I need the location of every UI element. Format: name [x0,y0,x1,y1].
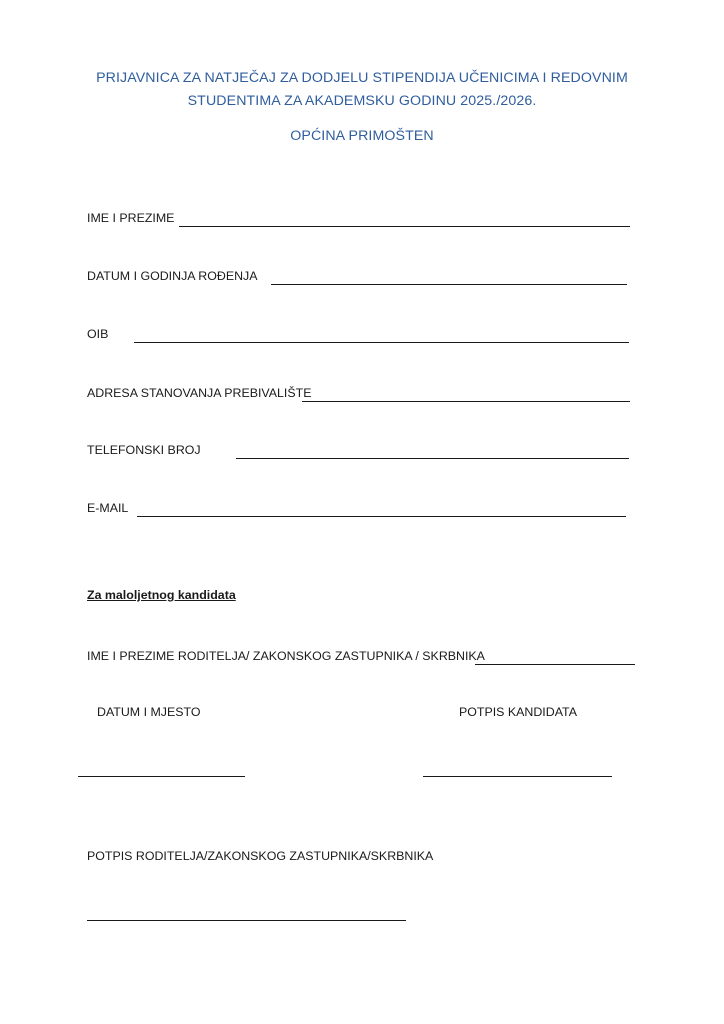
date-place-label: DATUM I MJESTO [97,705,201,719]
minor-candidate-heading: Za maloljetnog kandidata [87,588,236,602]
phone-label: TELEFONSKI BROJ [87,443,201,457]
name-field-line[interactable] [179,226,630,227]
form-title-line-2: STUDENTIMA ZA AKADEMSKU GODINU 2025./2026. [187,93,537,109]
email-label: E-MAIL [87,501,129,515]
oib-field-line[interactable] [134,342,629,343]
candidate-signature-label: POTPIS KANDIDATA [459,705,577,719]
email-field-line[interactable] [137,516,626,517]
candidate-signature-field-line[interactable] [423,776,612,777]
oib-label: OIB [87,327,109,341]
parent-signature-label: POTPIS RODITELJA/ZAKONSKOG ZASTUPNIKA/SKRBNIKA [87,849,434,863]
parent-signature-field-line[interactable] [87,920,406,921]
date-place-field-line[interactable] [78,776,245,777]
name-label: IME I PREZIME [87,211,175,225]
form-title-line-1: PRIJAVNICA ZA NATJEČAJ ZA DODJELU STIPENDIJA UČENICIMA I REDOVNIM [96,70,628,86]
municipality-name: OPĆINA PRIMOŠTEN [290,128,434,144]
address-label: ADRESA STANOVANJA PREBIVALIŠTE [87,386,312,400]
birth-date-field-line[interactable] [271,284,627,285]
address-field-line[interactable] [302,401,630,402]
parent-name-field-line[interactable] [475,664,635,665]
birth-date-label: DATUM I GODINJA ROĐENJA [87,269,258,283]
parent-name-label: IME I PREZIME RODITELJA/ ZAKONSKOG ZASTUPNIKA / SKRBNIKA [87,649,485,663]
phone-field-line[interactable] [236,458,629,459]
